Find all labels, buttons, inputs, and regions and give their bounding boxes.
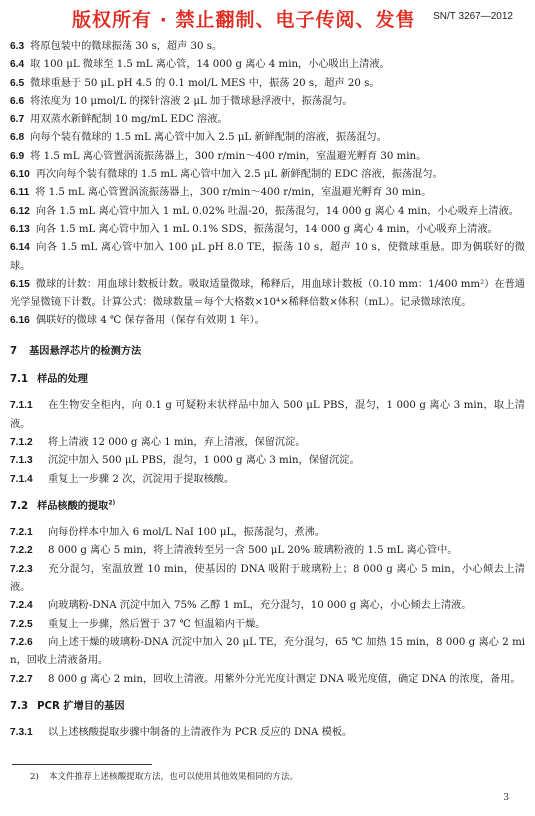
item-text: 向上述干燥的玻璃粉-DNA 沉淀中加入 20 μL TE，充分混匀，65 ℃ 加热 15 min，8 000 g 离心 2 min，回收上清液备用。 (10, 636, 525, 667)
item-number: 7.2.6 (10, 636, 33, 648)
item-number: 7.2.4 (10, 600, 33, 612)
procedure-list-7-3 (10, 724, 525, 742)
procedure-item (10, 75, 525, 93)
procedure-item (10, 166, 525, 184)
item-number: 6.12 (10, 205, 30, 217)
section-title: PCR 扩增目的基因 (37, 700, 125, 712)
item-number: 7.2.1 (10, 527, 33, 539)
procedure-item (10, 312, 525, 330)
item-number: 6.8 (10, 132, 25, 144)
copyright-watermark: 版权所有 · 禁止翻制、电子传阅、发售 (72, 9, 416, 31)
footnote-mark: 2) (30, 772, 39, 782)
footnote-text: 本文件推荐上述核酸提取方法，也可以使用其他效果相同的方法。 (48, 772, 299, 782)
section-number: 7.2 (10, 500, 29, 512)
item-number: 7.2.5 (10, 618, 33, 630)
procedure-item (10, 276, 525, 313)
item-text: 充分混匀，室温放置 10 min，使基因的 DNA 吸附于玻璃粉上；8 000 g 离心 5 min，小心倾去上清液。 (10, 563, 525, 594)
item-text: 取 100 μL 微球至 1.5 mL 离心管，14 000 g 离心 4 min，小心吸出上清液。 (30, 59, 390, 71)
item-text: 将 1.5 mL 离心管置涡流振荡器上，300 r/min～400 r/min，室温避光孵育 30 min。 (30, 150, 427, 162)
section-number: 7.1 (10, 374, 29, 386)
item-number: 6.5 (10, 77, 25, 89)
item-text: 用双蒸水新鲜配制 10 mg/mL EDC 溶液。 (30, 114, 228, 126)
item-text: 将浓度为 10 μmol/L 的探针溶液 2 μL 加于微球悬浮液中，振荡混匀。 (30, 95, 353, 107)
section-heading-7-2 (10, 498, 525, 516)
page-number: 3 (503, 793, 509, 803)
item-text: 再次向每个装有微球的 1.5 mL 离心管中加入 2.5 μL 新鲜配制的 EDC 溶液，振荡混匀。 (35, 169, 443, 181)
item-text: 在生物安全柜内，向 0.1 g 可疑粉末状样品中加入 500 μL PBS，混匀，1 000 g 离心 3 min，取上清液。 (10, 400, 525, 430)
standard-code: SN/T 3267—2012 (433, 11, 513, 22)
item-number: 7.2.3 (10, 563, 33, 575)
item-number: 7.2.2 (10, 545, 33, 557)
section-number: 7 (10, 345, 18, 357)
item-number: 6.14 (10, 242, 30, 254)
item-text: 将上清液 12 000 g 离心 1 min，弃上清液，保留沉淀。 (48, 436, 306, 448)
item-number: 6.16 (10, 315, 30, 327)
item-text: 偶联好的微球 4 ℃ 保存备用（保存有效期 1 年）。 (35, 315, 265, 327)
item-text: 向各 1.5 mL 离心管中加入 1 mL 0.1% SDS，振荡混匀，14 000 g 离心 4 min，小心吸弃上清液。 (35, 223, 498, 235)
procedure-item (10, 471, 525, 489)
item-number: 6.11 (10, 187, 30, 199)
item-number: 7.1.4 (10, 473, 33, 485)
section-title: 样品的处理 (37, 374, 88, 386)
item-number: 6.15 (10, 278, 30, 290)
procedure-list-6 (10, 38, 525, 331)
item-number: 6.9 (10, 150, 25, 162)
item-text: 向每个装有微球的 1.5 mL 离心管中加入 2.5 μL 新鲜配制的溶液，振荡混匀。 (30, 132, 387, 144)
item-text: 将 1.5 mL 离心管置涡流振荡器上，300 r/min～400 r/min，室温避光孵育 30 min。 (35, 187, 432, 199)
item-number: 6.6 (10, 95, 25, 107)
section-number: 7.3 (10, 700, 29, 712)
item-text: 以上述核酸提取步骤中制备的上清液作为 PCR 反应的 DNA 模板。 (48, 727, 353, 739)
procedure-item (10, 129, 525, 147)
footnote-divider (12, 764, 152, 765)
procedure-item (10, 561, 525, 598)
item-number: 6.13 (10, 223, 30, 235)
section-heading-7-3 (10, 698, 525, 716)
item-number: 6.10 (10, 169, 30, 181)
procedure-item (10, 434, 525, 452)
item-text: 向每份样本中加入 6 mol/L NaI 100 μL，振荡混匀，煮沸。 (48, 527, 325, 539)
procedure-item (10, 634, 525, 671)
procedure-item (10, 397, 525, 434)
procedure-item (10, 239, 525, 276)
procedure-item (10, 93, 525, 111)
item-text: 重复上一步骤，然后置于 37 ℃ 恒温箱内干燥。 (48, 618, 266, 630)
procedure-item (10, 542, 525, 560)
document-body (10, 38, 525, 742)
section-title: 样品核酸的提取 (37, 500, 109, 512)
item-text: 微球重悬于 50 μL pH 4.5 的 0.1 mol/L MES 中，振荡 20 s，超声 20 s。 (30, 77, 380, 89)
item-number: 7.1.3 (10, 455, 33, 467)
section-heading-7 (10, 343, 525, 361)
procedure-item (10, 671, 525, 689)
item-number: 7.1.2 (10, 436, 33, 448)
procedure-list-7-1 (10, 397, 525, 488)
procedure-item (10, 56, 525, 74)
procedure-list-7-2 (10, 524, 525, 689)
item-text: 8 000 g 离心 5 min，将上清液转至另一含 500 μL 20% 玻璃粉液的 1.5 mL 离心管中。 (48, 545, 458, 557)
procedure-item (10, 597, 525, 615)
item-text: 将原包装中的微球振荡 30 s，超声 30 s。 (30, 41, 223, 52)
item-text: 8 000 g 离心 2 min，回收上清液。用紫外分光光度计测定 DNA 吸光度值，确定 DNA 的浓度，备用。 (48, 673, 521, 685)
section-heading-7-1 (10, 371, 525, 389)
item-text: 向各 1.5 mL 离心管中加入 100 μL pH 8.0 TE，振荡 10 s，超声 10 s，使微球重悬。即为偶联好的微球。 (10, 242, 525, 272)
item-number: 7.2.7 (10, 673, 33, 685)
procedure-item (10, 203, 525, 221)
item-number: 6.4 (10, 59, 25, 71)
procedure-item (10, 452, 525, 470)
procedure-item (10, 221, 525, 239)
item-text: 向各 1.5 mL 离心管中加入 1 mL 0.02% 吐温-20，振荡混匀，14 000 g 离心 4 min，小心吸弃上清液。 (35, 205, 519, 217)
footnote-reference: 2) (108, 499, 116, 507)
procedure-item (10, 111, 525, 129)
item-number: 6.7 (10, 114, 25, 126)
procedure-item (10, 524, 525, 542)
procedure-item (10, 184, 525, 202)
footnote (30, 770, 298, 782)
item-text: 向玻璃粉-DNA 沉淀中加入 75% 乙醇 1 mL，充分混匀，10 000 g 离心，小心倾去上清液。 (48, 600, 472, 612)
procedure-item (10, 724, 525, 742)
item-number: 7.3.1 (10, 727, 33, 739)
item-number: 6.3 (10, 41, 25, 52)
procedure-item (10, 38, 525, 56)
procedure-item (10, 148, 525, 166)
section-title: 基因悬浮芯片的检测方法 (29, 345, 142, 357)
item-text: 沉淀中加入 500 μL PBS，混匀，1 000 g 离心 3 min，保留沉淀。 (48, 455, 360, 467)
procedure-item (10, 616, 525, 634)
item-number: 7.1.1 (10, 400, 33, 412)
item-text: 重复上一步骤 2 次，沉淀用于提取核酸。 (48, 473, 235, 485)
item-text: 微球的计数：用血球计数板计数。吸取适量微球，稀释后，用血球计数板（0.10 mm：1/400 mm²）在普通光学显微镜下计数。计算公式：微球数量＝每个大格数×10⁴×稀释倍数×体积（mL）。记录微球浓度。 (10, 278, 525, 309)
